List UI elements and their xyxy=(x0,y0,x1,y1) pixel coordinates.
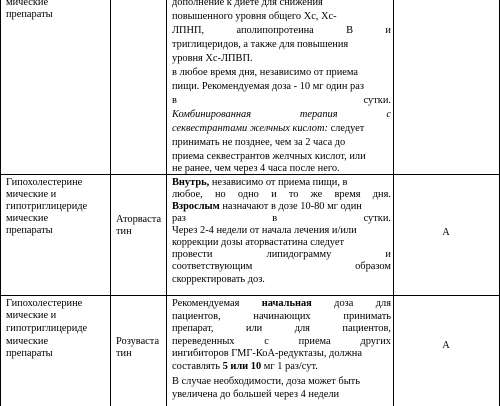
desc-line: дополнение к диете для снижения xyxy=(172,0,323,8)
group-cell-line: гипотриглицериде xyxy=(6,201,88,212)
group-cell-line: препараты xyxy=(6,225,53,236)
group-cell-line: мические xyxy=(6,336,49,347)
drug-name: Розуваста xyxy=(116,336,160,347)
desc-line: пациентов, начинающих принимать xyxy=(172,311,391,322)
evidence-level: A xyxy=(442,227,450,238)
desc-bold-fragment: начальная xyxy=(261,298,312,309)
desc-bold-fragment: Взрослым xyxy=(172,201,220,212)
group-cell-line: мические xyxy=(6,213,49,224)
desc-line xyxy=(172,298,391,310)
row-divider xyxy=(0,295,500,296)
desc-line: переведенных с приема других xyxy=(172,336,391,347)
drug-name: тин xyxy=(116,348,132,359)
drug-name: тин xyxy=(116,226,132,237)
desc-fragment: следует xyxy=(327,123,365,134)
desc-line: Комбинированная терапия с xyxy=(172,109,391,120)
desc-line: скорректировать доз. xyxy=(172,274,265,285)
desc-line: соответствующим образом xyxy=(172,261,391,272)
column-divider xyxy=(393,0,394,406)
desc-line: провести липидограмму и xyxy=(172,249,391,260)
desc-fragment: Рекомендуемая xyxy=(172,298,262,309)
desc-line: в сутки. xyxy=(172,95,391,106)
desc-line: Через 2-4 недели от начала лечения и/или xyxy=(172,225,357,236)
column-divider xyxy=(110,0,111,406)
desc-line xyxy=(172,201,362,213)
desc-line: ингибиторов ГМГ-КоА-редуктазы, должна xyxy=(172,348,362,359)
desc-line: ЛПНП, аполипопротеина В и xyxy=(172,25,391,36)
desc-fragment: назначают в дозе 10-80 мг один xyxy=(219,201,362,212)
group-cell-line: Гипохолестерине xyxy=(6,298,83,309)
desc-line: пищи. Рекомендуемая доза - 10 мг один раз xyxy=(172,81,364,92)
desc-fragment: независимо от приема пищи, в xyxy=(209,177,348,188)
desc-line: повышенного уровня общего Хс, Хс- xyxy=(172,11,337,22)
desc-line: приема секвестрантов желчных кислот, или xyxy=(172,151,366,162)
group-cell-line: Гипохолестерине xyxy=(6,177,83,188)
desc-line: В случае необходимости, доза может быть xyxy=(172,376,360,387)
group-cell-line: мические и xyxy=(6,310,57,321)
desc-line xyxy=(172,361,318,373)
desc-line: любое, но одно и то же время дня. xyxy=(172,189,391,200)
desc-line: коррекции дозы аторвастатина следует xyxy=(172,237,344,248)
group-cell-line: гипотриглицериде xyxy=(6,323,88,334)
desc-line: принимать не позднее, чем за 2 часа до xyxy=(172,137,346,148)
desc-italic-fragment: секвестрантами желчных кислот: xyxy=(172,123,328,134)
desc-bold-fragment: 5 или 10 xyxy=(222,361,262,372)
desc-line: увеличена до большей через 4 недели xyxy=(172,389,340,400)
group-cell-line: мические и xyxy=(6,189,57,200)
table-border-left xyxy=(0,0,1,406)
desc-line: триглицеридов, а также для повышения xyxy=(172,39,349,50)
group-cell-line: мические xyxy=(6,0,49,8)
desc-line: в любое время дня, независимо от приема xyxy=(172,67,359,78)
desc-line: не ранее, чем через 4 часа после него. xyxy=(172,163,340,174)
drug-name: Аторваста xyxy=(116,214,162,225)
desc-line: раз в сутки. xyxy=(172,213,391,224)
desc-line xyxy=(172,123,364,135)
group-cell-line: препараты xyxy=(6,9,53,20)
column-divider xyxy=(166,0,167,406)
desc-line: препарат, или для пациентов, xyxy=(172,323,391,334)
desc-fragment: составлять xyxy=(172,361,223,372)
desc-fragment: мг 1 раз/сут. xyxy=(261,361,318,372)
desc-bold-fragment: Внутрь, xyxy=(172,177,210,188)
desc-line: уровня Хс-ЛПВП. xyxy=(172,53,253,64)
desc-fragment: доза для xyxy=(311,298,391,309)
desc-line xyxy=(172,177,347,189)
evidence-level: A xyxy=(442,340,450,351)
group-cell-line: препараты xyxy=(6,348,53,359)
